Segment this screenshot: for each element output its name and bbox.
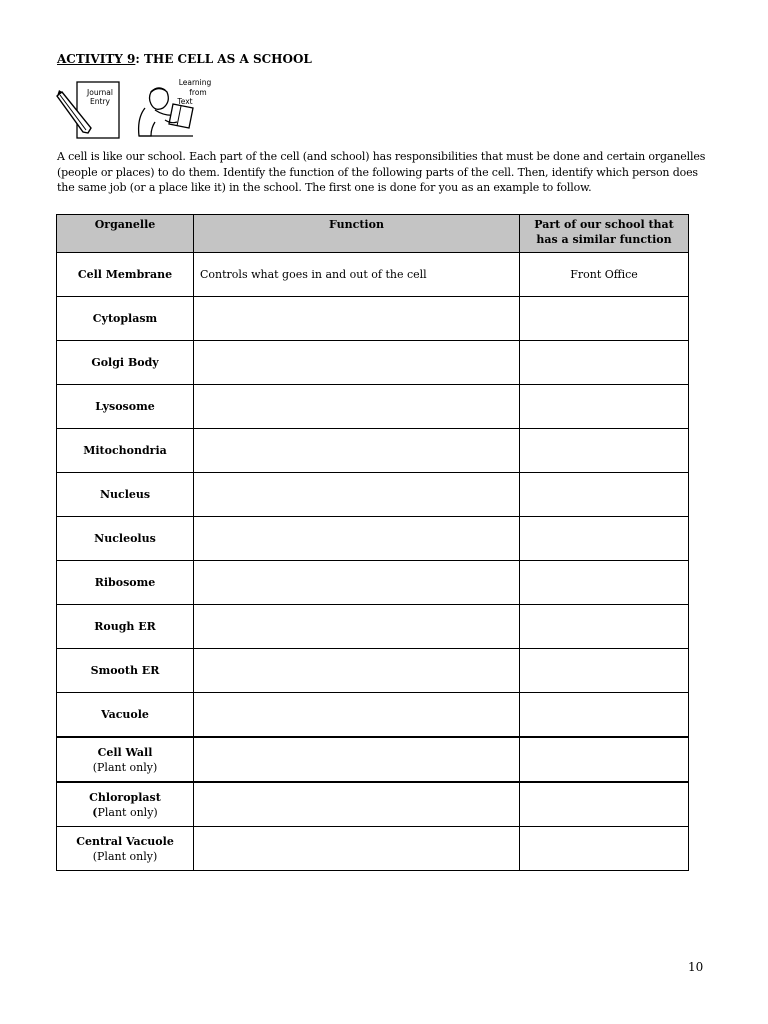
plant-only-paren: ( [92, 805, 98, 819]
table-row [57, 297, 689, 341]
function-cell[interactable] [194, 297, 520, 341]
organelle-cell: Vacuole [57, 693, 194, 738]
organelle-cell: Cytoplasm [57, 297, 194, 341]
activity-icons [55, 76, 225, 142]
table-row [57, 429, 689, 473]
intro-paragraph: A cell is like our school. Each part of the cell (and school) has responsibilities that must be done and certain organelles (people or places) to do them. Identify the function of the following parts of the cell. Then, identify which person does the same job (or a place like it) in the school. The first one is done for you as an example to follow. [57, 150, 706, 194]
school-cell[interactable] [520, 517, 689, 561]
journal-entry-label-2: Entry [90, 97, 110, 106]
school-cell[interactable] [520, 782, 689, 827]
school-cell: Front Office [520, 253, 689, 297]
function-cell: Controls what goes in and out of the cell [194, 253, 520, 297]
organelle-cell: Smooth ER [57, 649, 194, 693]
journal-entry-label-1: Journal [87, 88, 113, 97]
table-row [57, 253, 689, 297]
plant-only-note: (Plant only) [92, 849, 158, 863]
table-row [57, 517, 689, 561]
school-cell[interactable] [520, 561, 689, 605]
school-cell[interactable] [520, 827, 689, 871]
school-cell[interactable] [520, 297, 689, 341]
school-cell[interactable] [520, 429, 689, 473]
learning-label-1: Learning [178, 78, 212, 87]
header-function: Function [194, 215, 520, 253]
page-number: 10 [688, 960, 704, 974]
table-row [57, 827, 689, 871]
organelle-cell: Cell Membrane [57, 253, 194, 297]
school-cell[interactable] [520, 693, 689, 738]
table-row [57, 649, 689, 693]
organelle-cell [57, 737, 194, 782]
table-row [57, 341, 689, 385]
organelle-table [56, 214, 689, 871]
organelle-name: Central Vacuole [76, 834, 174, 848]
school-cell[interactable] [520, 649, 689, 693]
function-cell[interactable] [194, 782, 520, 827]
organelle-cell: Nucleus [57, 473, 194, 517]
activity-title: : THE CELL AS A SCHOOL [135, 52, 312, 66]
plant-only-note: (Plant only) [92, 760, 158, 774]
organelle-name: Chloroplast [89, 790, 161, 804]
function-cell[interactable] [194, 693, 520, 738]
learning-from-text-icon [139, 78, 212, 136]
organelle-cell: Lysosome [57, 385, 194, 429]
school-cell[interactable] [520, 605, 689, 649]
organelle-name: Cell Wall [97, 745, 153, 759]
header-school: Part of our school that has a similar function [520, 215, 689, 253]
organelle-cell [57, 827, 194, 871]
learning-label-2: from [189, 88, 207, 97]
function-cell[interactable] [194, 517, 520, 561]
activity-heading [57, 52, 312, 66]
table-row [57, 782, 689, 827]
function-cell[interactable] [194, 737, 520, 782]
function-cell[interactable] [194, 561, 520, 605]
table-row [57, 605, 689, 649]
table-row [57, 385, 689, 429]
table-body [57, 253, 689, 871]
function-cell[interactable] [194, 827, 520, 871]
plant-only-text: Plant only) [97, 805, 158, 819]
organelle-cell: Golgi Body [57, 341, 194, 385]
school-cell[interactable] [520, 341, 689, 385]
table-row [57, 561, 689, 605]
function-cell[interactable] [194, 429, 520, 473]
table-row [57, 737, 689, 782]
header-organelle: Organelle [57, 215, 194, 253]
school-cell[interactable] [520, 473, 689, 517]
function-cell[interactable] [194, 385, 520, 429]
organelle-cell: Ribosome [57, 561, 194, 605]
function-cell[interactable] [194, 649, 520, 693]
function-cell[interactable] [194, 605, 520, 649]
organelle-cell: Rough ER [57, 605, 194, 649]
activity-label: ACTIVITY 9 [57, 52, 136, 66]
table-row [57, 693, 689, 738]
school-cell[interactable] [520, 737, 689, 782]
organelle-cell [57, 782, 194, 827]
learning-label-3: Text [177, 97, 193, 106]
journal-entry-icon [57, 82, 119, 138]
plant-only-note [63, 805, 187, 820]
function-cell[interactable] [194, 473, 520, 517]
organelle-cell: Mitochondria [57, 429, 194, 473]
school-cell[interactable] [520, 385, 689, 429]
table-row [57, 473, 689, 517]
function-cell[interactable] [194, 341, 520, 385]
organelle-cell: Nucleolus [57, 517, 194, 561]
table-header-row [57, 215, 689, 253]
